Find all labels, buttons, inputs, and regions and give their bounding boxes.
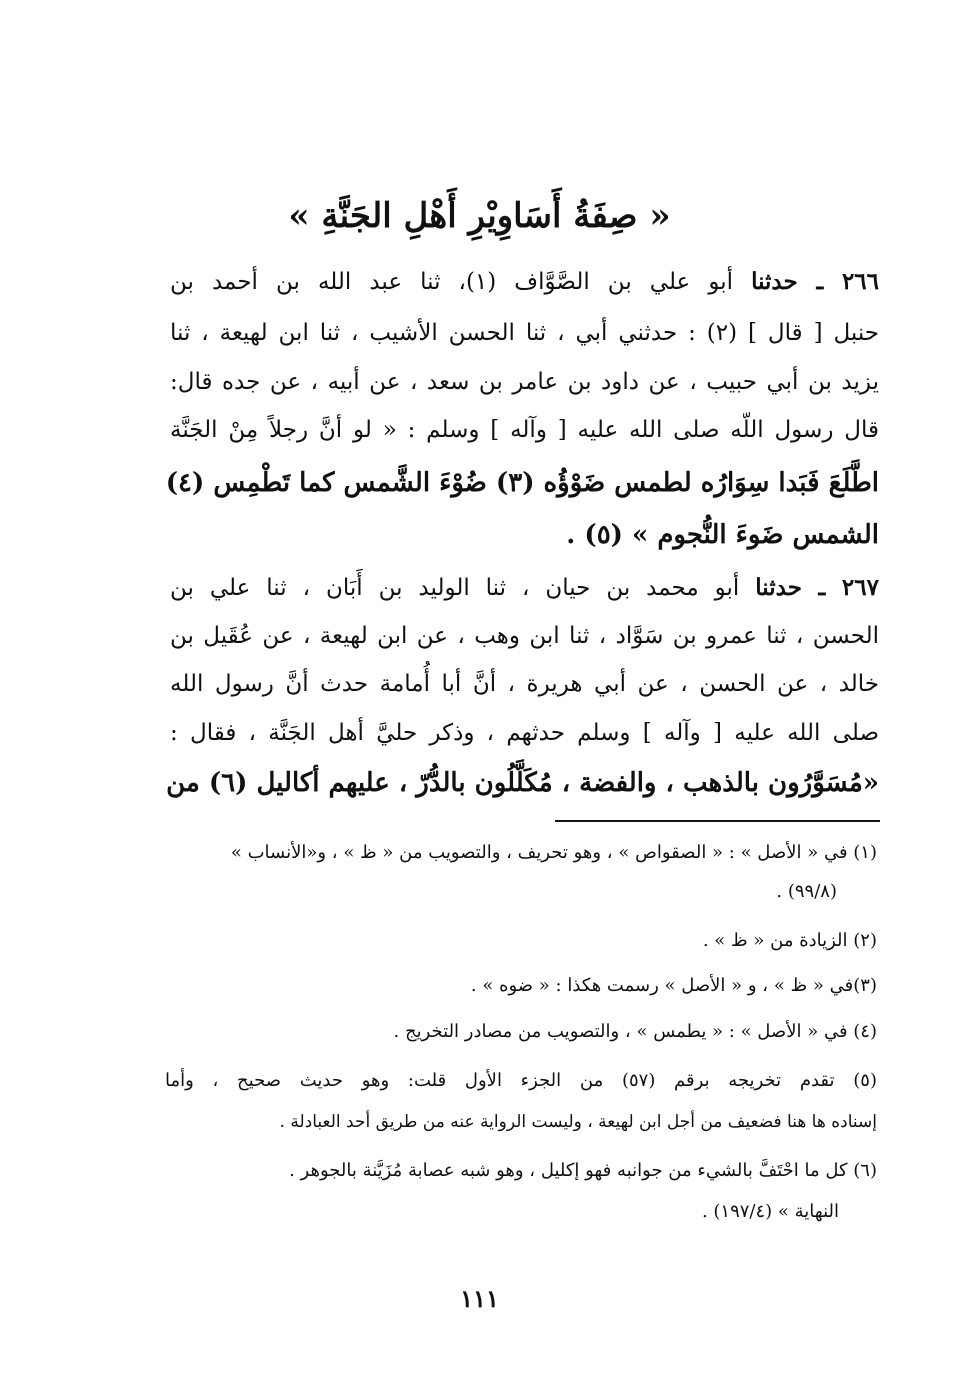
hadith-267-line-3 [170,664,879,704]
hadith-267-line-4 [170,713,879,753]
hadith-text: حنبل [ قال ] (٢) : حدثني أبي ، ثنا الحسن الأشيب ، ثنا ابن لهيعة ، ثنا [170,320,879,346]
footnote-3: (٣)في « ظ » ، و « الأصل » رسمت هكذا : « ضوه » . [470,975,877,996]
chapter-title: « صِفَةُ أَسَاوِيْرِ أَهْلِ الجَنَّةِ » [288,196,671,236]
hadith-text: أبو علي بن الصَّوَّاف (١)، ثنا عبد الله بن أحمد بن [170,269,752,295]
hadith-text: أبو محمد بن حيان ، ثنا الوليد بن أَبَان ، ثنا علي بن [170,575,756,601]
hadith-266-line-2 [170,313,879,353]
footnote-separator [555,820,880,822]
hadith-text: اطَّلَعَ فَبَدا سِوَارُه لطمس ضَوْؤُه (٣) ضُوْءَ الشَّمس كما تَطْمِس (٤) [165,468,879,498]
hadith-text: صلى الله عليه [ وآله ] وسلم حدثهم ، وذكر حليَّ أهل الجَنَّة ، فقال : [170,720,879,746]
hadith-text: خالد ، عن الحسن ، عن أبي هريرة ، أنَّ أبا أُمامة حدث أنَّ رسول الله [170,671,879,697]
footnote-6: (٦) كل ما احْتَفَّ بالشيء من جوانبه فهو إكليل ، وهو شبه عصابة مُزَيَّنة بالجوهر . [289,1160,877,1181]
hadith-266-line-3 [170,362,879,402]
footnote-6-cont: النهاية » (١٩٧/٤) . [701,1201,839,1222]
footnote-5: (٥) تقدم تخريجه برقم (٥٧) من الجزء الأول قلت: وهو حديث صحيح ، وأما [165,1070,877,1091]
hadith-text: قال رسول اللّه صلى الله عليه [ وآله ] وسلم : « لو أنَّ رجلاً مِنْ الجَنَّة [170,417,879,443]
footnote-1: (١) في « الأصل » : « الصقواص » ، وهو تحريف ، والتصويب من « ظ » ، و«الأنساب » [230,842,877,863]
footnote-4: (٤) في « الأصل » : « يطمس » ، والتصويب من مصادر التخريج . [393,1021,877,1042]
hadith-267-line-1 [170,568,879,608]
hadith-text: يزيد بن أبي حبيب ، عن داود بن عامر بن سعد ، عن أبيه ، عن جده قال: [170,369,879,395]
hadith-text: الحسن ، ثنا عمرو بن سَوَّاد ، ثنا ابن وهب ، عن ابن لهيعة ، عن عُقَيل بن [170,623,879,649]
hadith-266-line-5 [165,463,879,503]
footnote-5-cont: إسناده ها هنا فضعيف من أجل ابن لهيعة ، وليست الرواية عنه من طريق أحد العبادلة . [279,1112,877,1132]
hadith-text: «مُسَوَّرُون بالذهب ، والفضة ، مُكَلَّلُون بالدُّرّ ، عليهم أكاليل (٦) من [166,768,879,798]
hadith-number: ٢٦٦ ـ حدثنا [751,268,879,295]
hadith-267-line-2 [170,616,879,656]
footnote-2: (٢) الزيادة من « ظ » . [702,930,877,951]
hadith-text: الشمس ضَوءَ النُّجوم » (٥) . [566,520,879,550]
hadith-number: ٢٦٧ ـ حدثنا [755,574,879,601]
footnote-1-cont: (٩٩/٨) . [776,881,837,902]
hadith-266-line-4 [170,410,879,450]
hadith-267-line-5 [166,763,879,803]
hadith-266-line-1 [170,262,879,302]
hadith-266-line-6 [170,515,879,555]
page-number: ١١١ [460,1284,499,1313]
